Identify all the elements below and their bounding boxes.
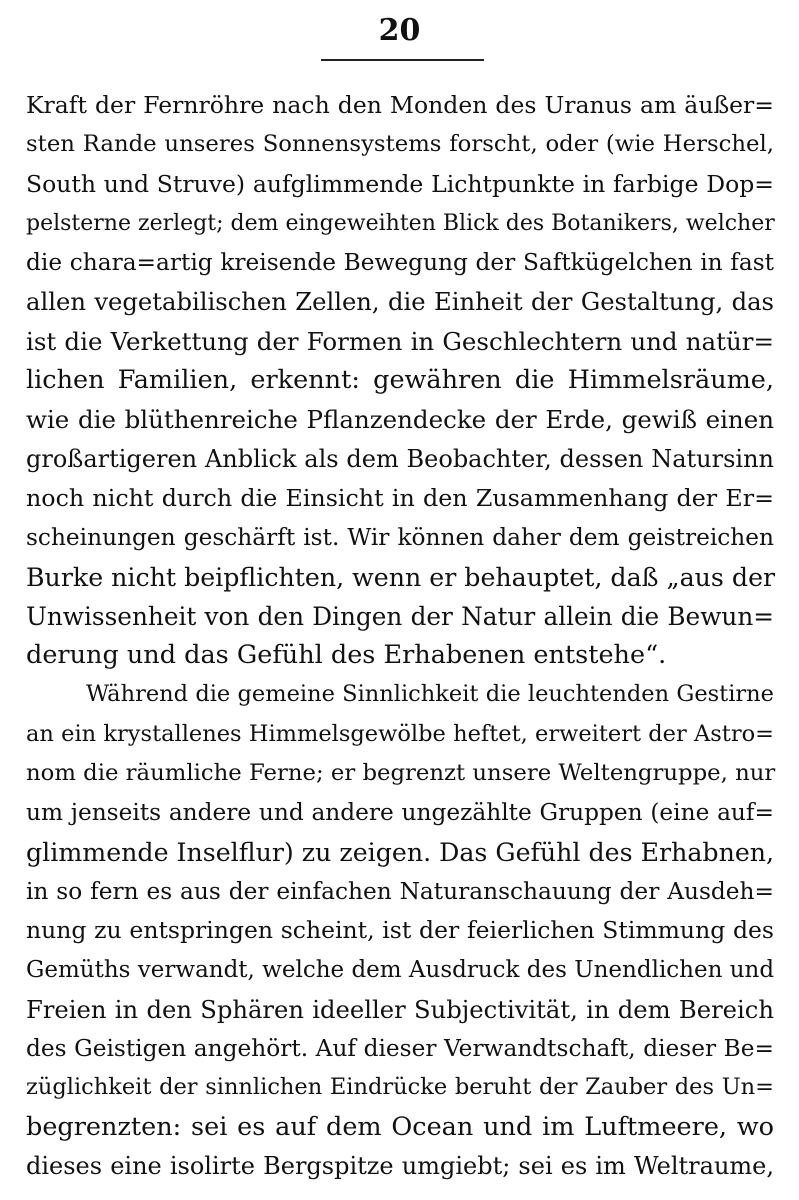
paragraph-end-line: derung und das Gefühl des Erhabenen entstehe“.: [26, 640, 667, 671]
header-rule: [321, 59, 484, 61]
text-line: Burke nicht beipflichten, wenn er behauptet, daß „aus der: [26, 562, 776, 592]
text-line: South und Struve) aufglimmende Lichtpunkte in farbige Dop=: [26, 169, 774, 198]
text-line: glimmende Inselflur) zu zeigen. Das Gefühl des Erhabnen,: [26, 837, 775, 867]
text-line: dieses eine isolirte Bergspitze umgiebt; sei es im Weltraume,: [26, 1152, 774, 1181]
text-line: sten Rande unseres Sonnensystems forscht, oder (wie Herschel,: [26, 131, 774, 158]
text-line: begrenzten: sei es auf dem Ocean und im Luftmeere, wo: [26, 1111, 774, 1142]
text-line: Unwissenheit von den Dingen der Natur allein die Bewun=: [26, 601, 774, 631]
text-line: allen vegetabilischen Zellen, die Einheit der Gestaltung, das: [26, 287, 774, 317]
text-line: Gemüths verwandt, welche dem Ausdruck des Unendlichen und: [26, 956, 775, 983]
text-line: die chara=artig kreisende Bewegung der Saftkügelchen in fast: [26, 249, 774, 277]
text-line: an ein krystallenes Himmelsgewölbe heftet, erweitert der Astro=: [26, 720, 774, 747]
text-line: um jenseits andere und andere ungezählte Gruppen (eine auf=: [26, 799, 774, 827]
text-line: scheinungen geschärft ist. Wir können daher dem geistreichen: [26, 524, 774, 552]
body-text: [26, 86, 774, 1186]
text-line: des Geistigen angehört. Auf dieser Verwandtschaft, dieser Be=: [26, 1035, 774, 1063]
text-line: in so fern es aus der einfachen Naturanschauung der Ausdeh=: [26, 877, 774, 905]
text-line: pelsterne zerlegt; dem eingeweihten Blick des Botanikers, welcher: [26, 210, 775, 236]
page-number: 20: [378, 13, 421, 48]
text-line: wie die blüthenreiche Pflanzendecke der Erde, gewiß einen: [26, 405, 774, 435]
text-line: nung zu entspringen scheint, ist der feierlichen Stimmung des: [26, 916, 774, 945]
text-line: Freien in den Sphären ideeller Subjectivität, in dem Bereich: [26, 994, 774, 1024]
text-line: nom die räumliche Ferne; er begrenzt unsere Weltengruppe, nur: [26, 760, 776, 787]
text-line: noch nicht durch die Einsicht in den Zusammenhang der Er=: [26, 483, 774, 512]
text-line: lichen Familien, erkennt: gewähren die Himmelsräume,: [26, 365, 774, 396]
paragraph-start-line: Während die gemeine Sinnlichkeit die leuchtenden Gestirne: [86, 681, 774, 708]
text-line: ist die Verkettung der Formen in Geschlechtern und natür=: [26, 326, 774, 356]
text-line: großartigeren Anblick als dem Beobachter, dessen Natursinn: [26, 444, 774, 473]
text-line: züglichkeit der sinnlichen Eindrücke beruht der Zauber des Un=: [26, 1074, 774, 1101]
text-line: Kraft der Fernröhre nach den Monden des Uranus am äußer=: [26, 91, 774, 119]
